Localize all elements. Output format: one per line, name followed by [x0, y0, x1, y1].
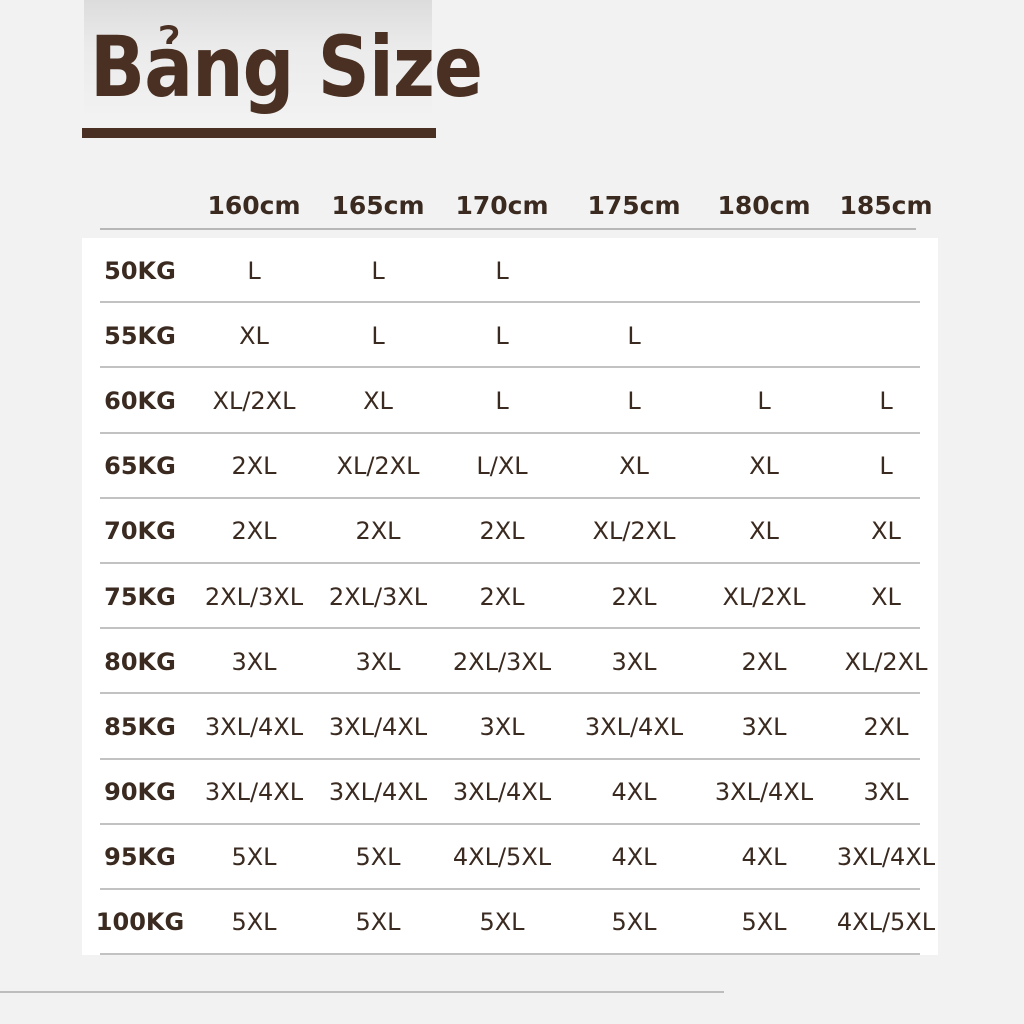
table-row: [82, 434, 938, 499]
size-cell: 4XL/5XL: [452, 843, 552, 872]
size-cell: XL: [239, 321, 269, 350]
size-cell: 2XL: [479, 582, 525, 611]
height-header-175: 175cm: [587, 190, 681, 220]
size-cell: 4XL: [611, 843, 657, 872]
size-cell: 5XL: [611, 908, 657, 937]
size-cell: 2XL: [479, 517, 525, 546]
size-cell: 3XL/4XL: [328, 712, 428, 741]
size-cell: 5XL: [355, 908, 401, 937]
size-cell: 2XL/3XL: [452, 647, 552, 676]
size-cell: XL: [363, 386, 393, 415]
size-cell: 3XL/4XL: [204, 778, 304, 807]
size-cell: [824, 238, 948, 303]
table-row: [82, 825, 938, 890]
weight-label: 80KG: [104, 647, 176, 676]
size-cell: L: [879, 452, 893, 481]
row-divider: [100, 953, 920, 955]
size-cell: XL/2XL: [592, 517, 676, 546]
size-cell: 5XL: [355, 843, 401, 872]
size-cell: 3XL/4XL: [452, 778, 552, 807]
size-cell: XL/2XL: [212, 386, 296, 415]
size-cell: [702, 238, 826, 303]
size-cell: 5XL: [741, 908, 787, 937]
size-cell: 2XL/3XL: [204, 582, 304, 611]
size-cell: XL/2XL: [844, 647, 928, 676]
weight-label: 70KG: [104, 517, 176, 546]
size-cell: 3XL/4XL: [204, 712, 304, 741]
table-header-row: [82, 180, 938, 230]
size-cell: XL: [871, 582, 901, 611]
size-cell: XL: [871, 517, 901, 546]
weight-label: 90KG: [104, 778, 176, 807]
header-divider: [100, 228, 916, 230]
size-cell: 3XL/4XL: [836, 843, 936, 872]
size-cell: 5XL: [231, 843, 277, 872]
table-row: [82, 238, 938, 303]
weight-label: 50KG: [104, 256, 176, 285]
height-header-185: 185cm: [839, 190, 933, 220]
size-cell: L: [371, 321, 385, 350]
size-cell: 3XL: [741, 712, 787, 741]
size-cell: XL: [619, 452, 649, 481]
title-underline: [82, 128, 436, 138]
table-row: [82, 564, 938, 629]
size-cell: 3XL: [355, 647, 401, 676]
size-cell: 5XL: [231, 908, 277, 937]
footer-divider: [0, 991, 724, 993]
size-cell: 3XL: [863, 778, 909, 807]
weight-label: 55KG: [104, 321, 176, 350]
size-cell: 2XL: [863, 712, 909, 741]
size-cell: 3XL/4XL: [714, 778, 814, 807]
size-cell: L: [371, 256, 385, 285]
height-header-160: 160cm: [207, 190, 301, 220]
size-cell: L: [627, 321, 641, 350]
weight-label: 65KG: [104, 452, 176, 481]
size-cell: 2XL: [231, 452, 277, 481]
size-cell: L: [879, 386, 893, 415]
size-cell: 2XL: [611, 582, 657, 611]
size-cell: L: [627, 386, 641, 415]
size-cell: 2XL: [231, 517, 277, 546]
height-header-165: 165cm: [331, 190, 425, 220]
size-cell: 5XL: [479, 908, 525, 937]
size-cell: L: [757, 386, 771, 415]
table-row: [82, 760, 938, 825]
size-cell: XL/2XL: [722, 582, 806, 611]
size-cell: 3XL: [231, 647, 277, 676]
table-row: [82, 303, 938, 368]
table-row: [82, 694, 938, 759]
size-cell: XL: [749, 452, 779, 481]
size-cell: XL: [749, 517, 779, 546]
size-cell: L: [495, 386, 509, 415]
size-cell: 3XL/4XL: [584, 712, 684, 741]
size-cell: 4XL: [611, 778, 657, 807]
weight-label: 85KG: [104, 712, 176, 741]
size-cell: L/XL: [476, 452, 528, 481]
size-cell: 3XL: [611, 647, 657, 676]
table-row: [82, 629, 938, 694]
size-cell: L: [495, 321, 509, 350]
size-cell: 2XL: [355, 517, 401, 546]
size-cell: 4XL: [741, 843, 787, 872]
size-cell: L: [495, 256, 509, 285]
weight-label: 95KG: [104, 843, 176, 872]
size-cell: 4XL/5XL: [836, 908, 936, 937]
height-header-170: 170cm: [455, 190, 549, 220]
size-cell: XL/2XL: [336, 452, 420, 481]
height-header-180: 180cm: [717, 190, 811, 220]
weight-label: 100KG: [95, 908, 185, 937]
size-table: [82, 180, 938, 955]
table-row: [82, 368, 938, 433]
size-cell: 3XL/4XL: [328, 778, 428, 807]
weight-label: 75KG: [104, 582, 176, 611]
size-cell: 2XL: [741, 647, 787, 676]
weight-label: 60KG: [104, 386, 176, 415]
size-cell: [824, 303, 948, 368]
page-title: Bảng Size: [90, 18, 483, 116]
size-cell: L: [247, 256, 261, 285]
table-row: [82, 890, 938, 955]
size-cell: 3XL: [479, 712, 525, 741]
size-cell: [702, 303, 826, 368]
size-cell: [572, 238, 696, 303]
table-row: [82, 499, 938, 564]
size-cell: 2XL/3XL: [328, 582, 428, 611]
table-body: [82, 238, 938, 955]
